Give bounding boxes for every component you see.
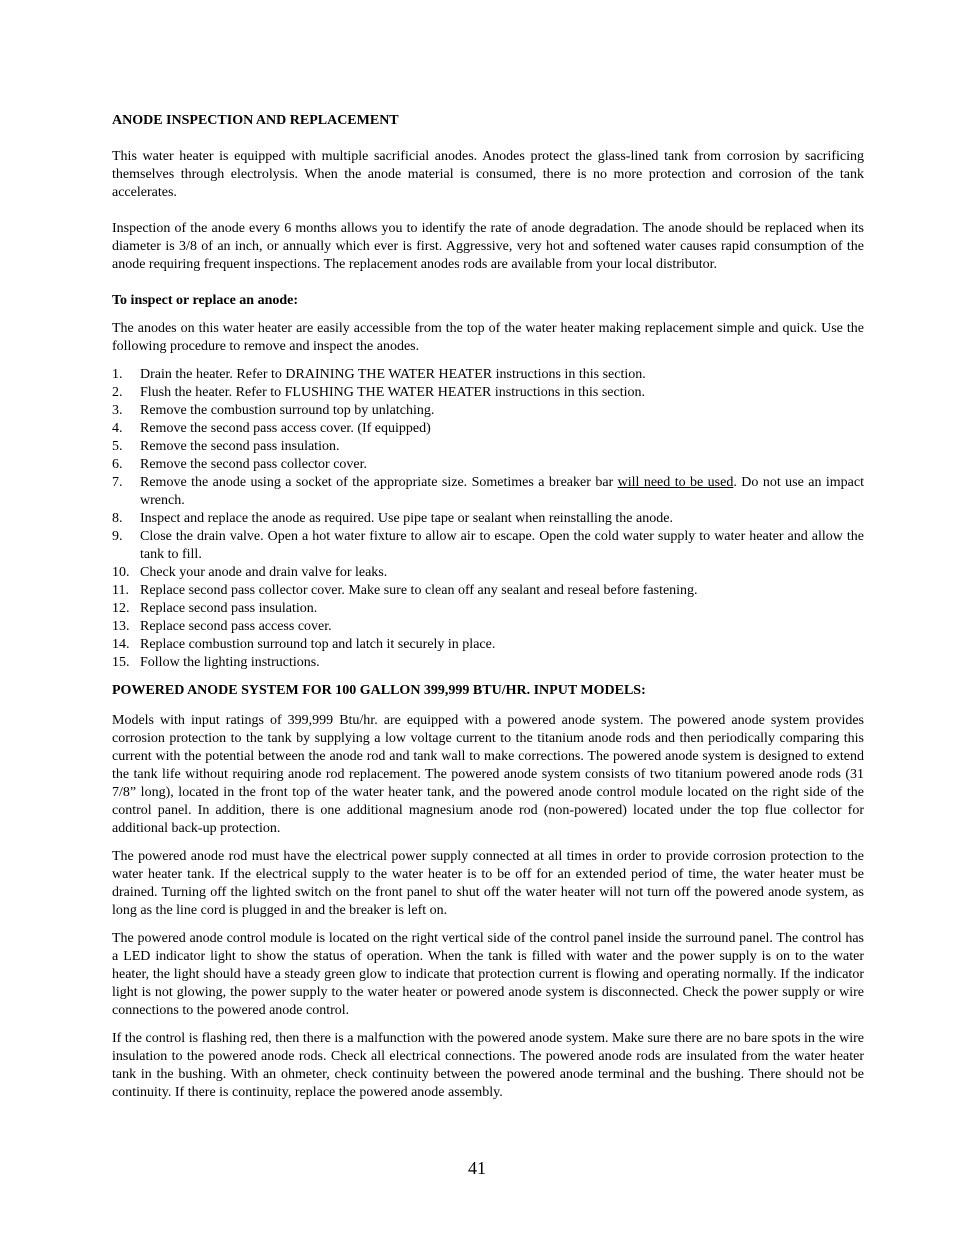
list-item: 13. Replace second pass access cover. xyxy=(112,619,332,634)
list-item: 7. Remove the anode using a socket of the appropriate size. Sometimes a breaker bar will need to be used. Do not use an impact wrench. xyxy=(112,475,864,508)
list-item: 8. Inspect and replace the anode as required. Use pipe tape or sealant when reinstalling the anode. xyxy=(112,511,673,526)
list-item: 14. Replace combustion surround top and latch it securely in place. xyxy=(112,637,496,652)
list-item: 15. Follow the lighting instructions. xyxy=(112,655,320,670)
list-item: 6. Remove the second pass collector cover. xyxy=(112,457,368,472)
subheading-inspect-replace: To inspect or replace an anode: xyxy=(112,293,299,308)
paragraph-powered-1: Models with input ratings of 399,999 Btu/hr. are equipped with a powered anode system. The powered anode system provides corrosion protection to the tank by supplying a low voltage current to the titanium anode rods and then periodically comparing this current with the potential between the anode rod and tank wall to make corrections. The powered anode system is designed to extend the tank life without requiring anode rod replacement. The powered anode system consists of two titanium powered anode rods (31 7/8” long), located in the front top of the water heater tank, and the powered anode control module located on the right side of the control panel. In addition, there is one additional magnesium anode rod (non-powered) located under the top flue collector for additional back-up protection. xyxy=(112,713,864,836)
paragraph-powered-3: The powered anode control module is located on the right vertical side of the control panel inside the surround panel. The control has a LED indicator light to show the status of operation. When the tank is filled with water and the power supply is on to the water heater, the light should have a steady green glow to indicate that protection current is flowing and operating normally. If the indicator light is not glowing, the power supply to the water heater or powered anode system is disconnected. Check the power supply or wire connections to the powered anode control. xyxy=(112,931,864,1018)
paragraph-inspect-intro: The anodes on this water heater are easily accessible from the top of the water heater making replacement simple and quick. Use the following procedure to remove and inspect the anodes. xyxy=(112,321,864,354)
section-heading-powered-anode: POWERED ANODE SYSTEM FOR 100 GALLON 399,999 BTU/HR. INPUT MODELS: xyxy=(112,683,646,698)
underlined-phrase: will need to be used xyxy=(617,475,734,490)
list-item: 10. Check your anode and drain valve for leaks. xyxy=(112,565,388,580)
list-item: 4. Remove the second pass access cover. (If equipped) xyxy=(112,421,431,436)
list-item: 11. Replace second pass collector cover. Make sure to clean off any sealant and reseal before fastening. xyxy=(112,583,698,598)
list-item: 1. Drain the heater. Refer to DRAINING THE WATER HEATER instructions in this section. xyxy=(112,367,646,382)
list-item: 2. Flush the heater. Refer to FLUSHING THE WATER HEATER instructions in this section. xyxy=(112,385,645,400)
paragraph-powered-2: The powered anode rod must have the electrical power supply connected at all times in order to provide corrosion protection to the water heater tank. If the electrical supply to the water heater is to be off for an extended period of time, the water heater must be drained. Turning off the lighted switch on the front panel to shut off the water heater will not turn off the powered anode system, as long as the line cord is plugged in and the breaker is left on. xyxy=(112,849,864,918)
page-number: 41 xyxy=(468,1158,486,1178)
paragraph-anode-intro: This water heater is equipped with multiple sacrificial anodes. Anodes protect the glass-lined tank from corrosion by sacrificing themselves through electrolysis. When the anode material is consumed, there is no more protection and corrosion of the tank accelerates. xyxy=(112,149,864,200)
list-item: 3. Remove the combustion surround top by unlatching. xyxy=(112,403,435,418)
page-content xyxy=(112,112,864,1102)
paragraph-anode-inspection: Inspection of the anode every 6 months allows you to identify the rate of anode degradation. The anode should be replaced when its diameter is 3/8 of an inch, or annually which ever is first. Aggressive, very hot and softened water causes rapid consumption of the anode requiring frequent inspections. The replacement anodes rods are available from your local distributor. xyxy=(112,221,864,272)
section-heading-anode: ANODE INSPECTION AND REPLACEMENT xyxy=(112,113,399,128)
list-item: 9. Close the drain valve. Open a hot water fixture to allow air to escape. Open the cold water supply to water heater and allow the tank to fill. xyxy=(112,529,864,562)
paragraph-powered-4: If the control is flashing red, then there is a malfunction with the powered anode system. Make sure there are no bare spots in the wire insulation to the powered anode rods. Check all electrical connections. The powered anode rods are insulated from the water heater tank in the bushing. With an ohmeter, check continuity between the powered anode terminal and the bushing. There should not be continuity. If there is continuity, replace the powered anode assembly. xyxy=(112,1031,864,1100)
list-item: 5. Remove the second pass insulation. xyxy=(112,439,340,454)
procedure-steps-list xyxy=(112,366,864,672)
list-item: 12. Replace second pass insulation. xyxy=(112,601,318,616)
